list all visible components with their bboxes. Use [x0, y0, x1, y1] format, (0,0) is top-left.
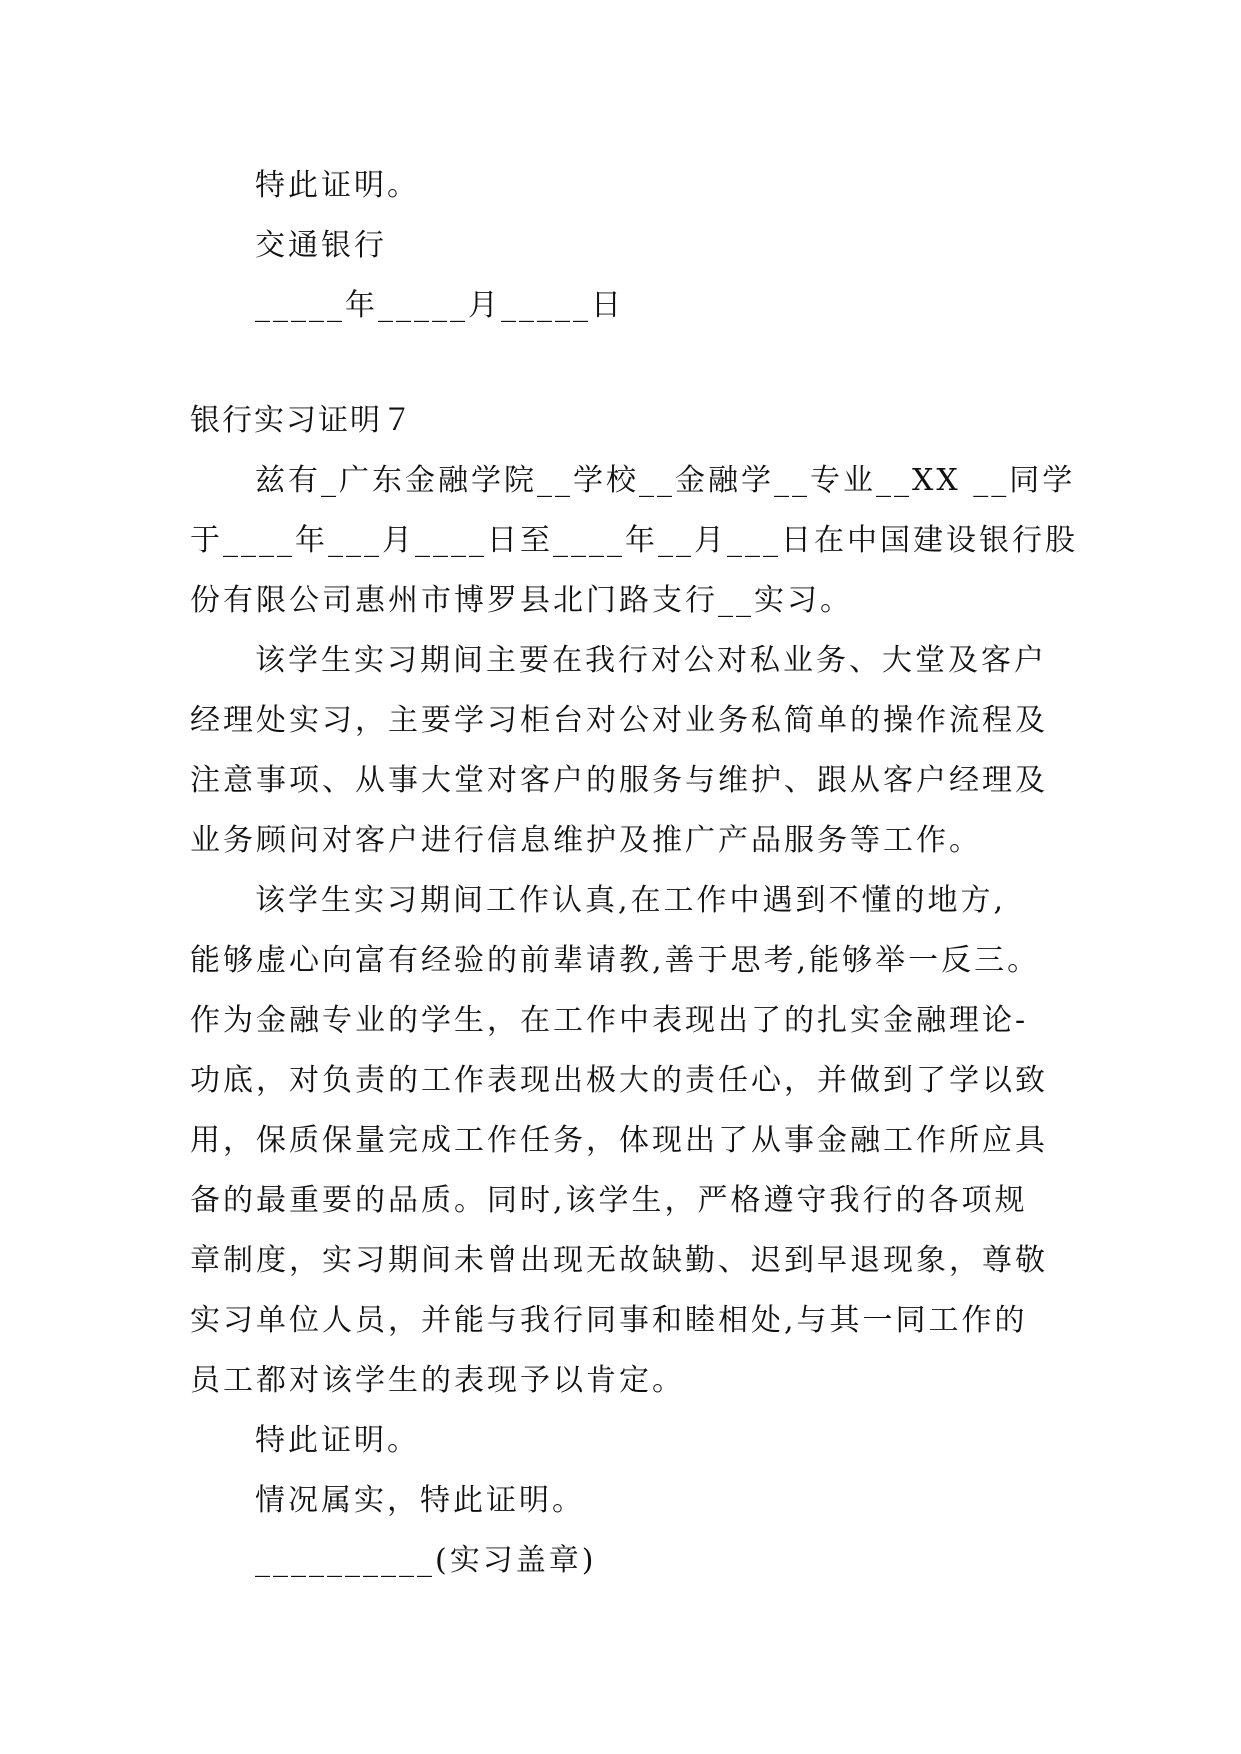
certify-line-2: 特此证明。 [255, 1423, 420, 1458]
text-line: 章制度，实习期间未曾出现无故缺勤、迟到早退现象，尊敬 [190, 1243, 1048, 1278]
text-line: 备的最重要的品质。同时,该学生，严格遵守我行的各项规 [190, 1183, 1028, 1218]
text-line: 员工都对该学生的表现予以肯定。 [190, 1363, 685, 1398]
text-line: 该学生实习期间工作认真,在工作中遇到不懂的地方, [255, 883, 1007, 918]
bank-name: 交通银行 [255, 228, 387, 263]
text-line: 能够虚心向富有经验的前辈请教,善于思考,能够举一反三。 [190, 943, 1041, 978]
text-line: 注意事项、从事大堂对客户的服务与维护、跟从客户经理及 [190, 763, 1048, 798]
date-line: _____年_____月_____日 [255, 288, 624, 323]
section-title: 银行实习证明７ [190, 403, 414, 438]
truth-statement: 情况属实，特此证明。 [255, 1483, 585, 1518]
certify-line: 特此证明。 [255, 168, 420, 203]
text-line: 兹有_广东金融学院__学校__金融学__专业__XX __同学 [255, 463, 1076, 498]
text-line: 份有限公司惠州市博罗县北门路支行__实习。 [190, 583, 853, 618]
text-line: 该学生实习期间主要在我行对公对私业务、大堂及客户 [255, 643, 1047, 678]
text-line: 用，保质保量完成工作任务，体现出了从事金融工作所应具 [190, 1123, 1048, 1158]
text-line: 实习单位人员，并能与我行同事和睦相处,与其一同工作的 [190, 1303, 1028, 1338]
text-line: 于____年___月____日至____年__月___日在中国建设银行股 [190, 523, 1078, 558]
text-line: 功底，对负责的工作表现出极大的责任心，并做到了学以致 [190, 1063, 1048, 1098]
text-line: 作为金融专业的学生，在工作中表现出了的扎实金融理论- [190, 1003, 1029, 1038]
stamp-line: __________(实习盖章) [255, 1543, 597, 1578]
text-line: 经理处实习，主要学习柜台对公对业务私简单的操作流程及 [190, 703, 1048, 738]
text-line: 业务顾问对客户进行信息维护及推广产品服务等工作。 [190, 823, 982, 858]
